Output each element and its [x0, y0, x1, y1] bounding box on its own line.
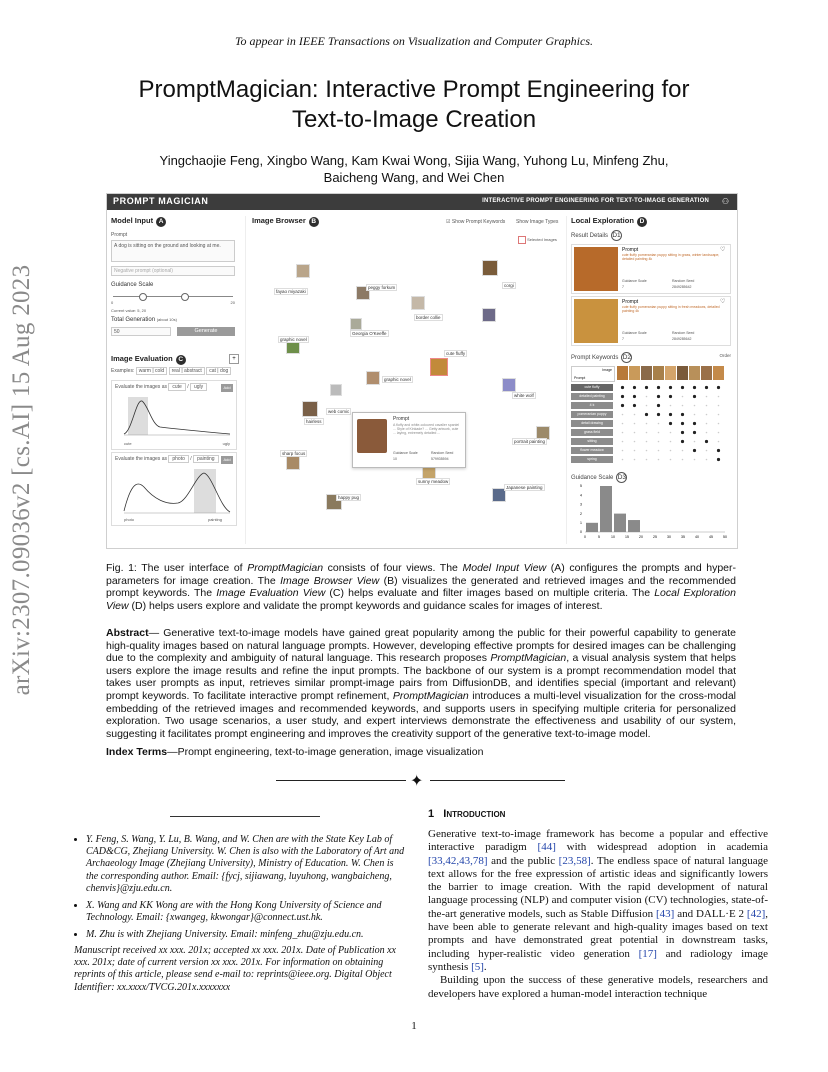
x-tick-label: 35: [681, 535, 685, 539]
matrix-corner: [571, 366, 615, 382]
footnote-item: • Y. Feng, S. Wang, Y. Lu, B. Wang, and W. Chen are with the State Key Lab of CAD&CG, Zhejiang University. W. Chen is also with the Laboratory of Art and Archaeology Image (Zhejiang University), Ministry of Education. W. Chen is the corresponding author. Email: {fycj, sijiawang, luyuhong, wangbaicheng, chenvis}@zju.edu.cn.: [86, 834, 408, 895]
x-tick-label: 0: [584, 535, 586, 539]
guidance-slider-handle-high[interactable]: [181, 293, 189, 301]
image-thumbnail[interactable]: [286, 342, 300, 354]
result-1-prompt-label: Prompt: [622, 247, 639, 253]
image-thumbnail[interactable]: [350, 318, 362, 330]
model-input-view: [111, 216, 239, 344]
generate-button[interactable]: Generate: [177, 327, 235, 336]
y-tick-label: 0: [580, 530, 582, 535]
citation-link[interactable]: [17]: [638, 947, 657, 960]
x-tick-label: 5: [598, 535, 600, 539]
matrix-dot: [694, 459, 696, 461]
image-evaluation-title: Image Evaluation C: [111, 354, 239, 365]
matrix-dot: [682, 459, 684, 461]
y-tick-label: 1: [580, 521, 582, 525]
intro-body: [428, 828, 768, 1001]
matrix-dot: [718, 423, 720, 425]
matrix-dot: [718, 396, 720, 398]
matrix-dot: [670, 405, 672, 407]
criterion-1-x-right: ugly: [222, 441, 230, 446]
show-keywords-toggle[interactable]: ☑ Show Prompt Keywords: [446, 219, 506, 225]
selected-images-legend: Selected Images: [518, 236, 557, 244]
tooltip-prompt-label: Prompt: [393, 416, 410, 422]
matrix-dot: [646, 396, 648, 398]
matrix-dot: [693, 449, 696, 452]
matrix-dot: [634, 441, 636, 443]
criterion-2-label: Evaluate the images as photo / painting: [115, 456, 219, 462]
matrix-dot: [634, 414, 636, 416]
matrix-dot: [669, 395, 672, 398]
keyword-label[interactable]: graphic novel: [280, 337, 307, 342]
y-tick-label: 5: [580, 484, 582, 489]
y-tick-label: 4: [580, 493, 582, 498]
footnote-item: • X. Wang and KK Wong are with the Hong Kong University of Science and Technology. Email: {xwangeg, kkwongar}@connect.ust.hk.: [86, 900, 408, 924]
arxiv-stamp-text: arXiv:2307.09036v2 [cs.AI] 15 Aug 2023: [8, 264, 35, 696]
matrix-dot: [717, 458, 720, 461]
example-chip[interactable]: cat | dog: [206, 367, 231, 375]
image-browser-view: [245, 216, 567, 544]
heart-icon[interactable]: ♡: [720, 247, 726, 253]
citation-link[interactable]: [5]: [471, 960, 484, 973]
result-details-label: Result Details D1: [571, 232, 621, 239]
matrix-dot: [634, 450, 636, 452]
matrix-dot: [693, 431, 696, 434]
keyword-label[interactable]: cute fluffy: [446, 351, 466, 356]
guidance-slider-handle-low[interactable]: [139, 293, 147, 301]
criterion-2-add-button[interactable]: Add: [221, 456, 233, 464]
keyword-row-label[interactable]: grass field: [571, 429, 613, 436]
keyword-row-label[interactable]: sitting: [571, 438, 613, 445]
page-number: 1: [411, 1020, 417, 1032]
order-toggle[interactable]: Order: [719, 353, 731, 358]
criterion-card-1: [111, 380, 237, 450]
image-evaluation-view: [111, 354, 239, 544]
matrix-dot: [645, 413, 648, 416]
keyword-row-label[interactable]: cute fluffy: [571, 384, 613, 391]
histogram-bar: [628, 520, 640, 532]
guidance-scale-label: Guidance Scale D3: [571, 474, 627, 481]
result-1-prompt-text: cute fluffy pomeranian puppy sitting in grass, winter landscape, detailed painting 4k: [622, 253, 720, 261]
separator-rule-left: [276, 780, 406, 781]
x-tick-label: 25: [653, 535, 657, 539]
result-2-seed-value: 2849285642: [672, 337, 692, 341]
author-footnotes: [70, 834, 408, 947]
figure-caption: Fig. 1: The user interface of PromptMagician consists of four views. The Model Input View (A) configures the prompts and hyper-parameters for image creation. The Image Browser View (B) visualizes the generated and retrieved images and the recommended prompt keywords. The Image Evaluation View (C) helps evaluate and filter images based on multiple criteria. The Local Exploration View (D) helps users explore and validate the prompt keywords and guidance scales for images of interest.: [106, 562, 737, 612]
y-tick-label: 3: [580, 502, 582, 507]
index-terms-label: Index Terms: [106, 746, 168, 758]
criterion-1-add-button[interactable]: Add: [221, 384, 233, 392]
matrix-dot: [622, 450, 624, 452]
matrix-dot: [705, 440, 708, 443]
footnote-rule: [170, 816, 320, 817]
keyword-label[interactable]: fayao miyazaki: [276, 289, 306, 294]
matrix-dot: [718, 414, 720, 416]
keyword-label[interactable]: peggy forkum: [368, 285, 396, 290]
result-1-gs-label: Guidance Scale: [622, 279, 647, 283]
histogram-bar: [614, 514, 626, 532]
matrix-dot: [706, 423, 708, 425]
matrix-dot: [706, 459, 708, 461]
criterion-2-x-right: painting: [207, 517, 222, 522]
matrix-dot: [633, 386, 636, 389]
y-tick-label: 2: [580, 511, 582, 516]
matrix-dot: [646, 459, 648, 461]
matrix-dot: [681, 386, 684, 389]
matrix-dot: [634, 423, 636, 425]
matrix-dot: [634, 459, 636, 461]
matrix-dot: [646, 423, 648, 425]
keyword-matrix: [571, 366, 729, 466]
keyword-label[interactable]: sunny meadow: [418, 479, 449, 484]
matrix-dot: [621, 404, 624, 407]
heart-icon[interactable]: ♡: [720, 299, 726, 305]
guidance-label: Guidance Scale: [111, 282, 154, 288]
matrix-dot: [658, 432, 660, 434]
keyword-row-label[interactable]: 4 k: [571, 402, 613, 409]
matrix-dot: [706, 396, 708, 398]
keyword-row-label[interactable]: spring: [571, 456, 613, 463]
matrix-dot: [682, 450, 684, 452]
matrix-dot: [718, 441, 720, 443]
intro-paragraph-1: Generative text-to-image framework has become a popular and effective interactive paradigm [44] with widespread adoption in academia [33,42,43,78] and the public [23,58]. The endless space of natural language text allows for the free expression of artistic ideas and significantly lowers the barrier to image creation. With the rapid development of natural language processing (NLP) and computer vision (CV) technologies, state-of-the-art generative models, such as Stable Diffusion [43] and DALL·E 2 [42], have been able to generate relevant and high-quality images based on text prompts and have demonstrated great potential in downstream tasks, including hyper-realistic video generation [17] and radiology image synthesis [5].: [428, 828, 768, 973]
model-input-title: Model Input A: [111, 216, 239, 227]
result-card-2[interactable]: [571, 296, 731, 346]
result-1-gs-value: 7: [622, 285, 624, 289]
matrix-dot: [682, 396, 684, 398]
abstract-label: Abstract: [106, 627, 149, 639]
x-tick-label: 20: [639, 535, 643, 539]
matrix-dot: [706, 414, 708, 416]
paper-title: [100, 75, 728, 135]
keyword-label[interactable]: hairless: [306, 419, 322, 424]
keyword-label[interactable]: corgi: [504, 283, 514, 288]
guidance-max: 20: [230, 300, 235, 305]
prompt-keywords-label: Prompt Keywords D2: [571, 354, 632, 361]
image-thumbnail[interactable]: [411, 296, 425, 310]
matrix-dot: [693, 386, 696, 389]
prompt-input[interactable]: A dog is sitting on the ground and looking at me.: [111, 240, 235, 262]
matrix-image-column[interactable]: [677, 366, 688, 380]
guidance-min: 0: [111, 300, 114, 305]
matrix-dot: [646, 432, 648, 434]
result-2-prompt-text: cute fluffy pomeranian puppy sitting in fresh meadows, detailed painting 4k: [622, 305, 720, 313]
journal-note: To appear in IEEE Transactions on Visualization and Computer Graphics.: [234, 34, 594, 48]
image-thumbnail[interactable]: [482, 260, 498, 276]
matrix-dot: [694, 441, 696, 443]
matrix-dot: [645, 386, 648, 389]
matrix-dot: [657, 404, 660, 407]
examples-row: Examples: warm | cold real | abstract cat | dog: [111, 368, 231, 374]
total-generation-input[interactable]: 50: [111, 327, 171, 336]
abstract: Abstract— Generative text-to-image models have gained great popularity among the public for their powerful capability to generate high-quality images based on natural language prompts. However, developing effective prompts for desired images can be challenging due to the complexity and ambiguity of natural language. This research proposes PromptMagician, a visual analysis system that helps users explore the image results and refine the input prompts. The backbone of our system is a prompt recommendation model that takes user prompts as input, retrieves similar prompt-image pairs from DiffusionDB, and identifies special (important and relevant) prompt keywords. To facilitate interactive prompt refinement, PromptMagician introduces a multi-level visualization for the cross-modal embedding of the retrieved images and recommended keywords, and supports users in specifying multiple criteria for personalized exploration. Two usage scenarios, a user study, and expert interviews demonstrate the effectiveness and usability of our system, suggesting it facilitates prompt engineering and improves the creativity support of the generative text-to-image model.: [106, 627, 736, 740]
keyword-label[interactable]: Japanese painting: [506, 485, 543, 490]
matrix-dot: [622, 423, 624, 425]
manuscript-note: Manuscript received xx xxx. 201x; accepted xx xxx. 201x. Date of Publication xx xxx. 201x; date of current version xx xxx. 201x. For information on obtaining reprints of this article, please send e-mail to: reprints@ieee.org. Digital Object Identifier: xx.xxxx/TVCG.201x.xxxxxxx: [74, 945, 396, 993]
example-chip[interactable]: real | abstract: [169, 367, 205, 375]
title-line-2: Text-to-Image Creation: [291, 106, 537, 133]
figure-app-header: [107, 194, 737, 210]
separator-rule-right: [430, 780, 565, 781]
tooltip-seed-label: Random Seed: [431, 451, 454, 455]
matrix-header-image: Image: [602, 368, 612, 372]
image-tooltip: [352, 412, 466, 468]
matrix-dot: [681, 413, 684, 416]
result-card-1[interactable]: [571, 244, 731, 294]
app-brand: PROMPT MAGICIAN: [113, 196, 209, 206]
matrix-dot: [658, 423, 660, 425]
x-tick-label: 15: [625, 535, 629, 539]
prompt-label: Prompt: [111, 232, 128, 238]
matrix-dot: [718, 432, 720, 434]
matrix-dot: [670, 459, 672, 461]
image-thumbnail[interactable]: [286, 456, 300, 470]
result-2-seed-label: Random Seed: [672, 331, 695, 335]
keyword-label[interactable]: web comic: [328, 409, 350, 414]
matrix-image-column[interactable]: [629, 366, 640, 380]
show-types-toggle[interactable]: Show Image Types: [516, 219, 559, 225]
total-generation-label: Total Generation (about 10s): [111, 317, 177, 323]
histogram-bar: [586, 523, 598, 532]
keyword-label[interactable]: white wolf: [514, 393, 534, 398]
matrix-dot: [669, 422, 672, 425]
image-thumbnail[interactable]: [296, 264, 310, 278]
result-1-seed-value: 2849285642: [672, 285, 692, 289]
x-tick-label: 50: [723, 535, 727, 539]
matrix-dot: [717, 449, 720, 452]
citation-link[interactable]: [42]: [746, 907, 766, 920]
criterion-2-x-left: photo: [124, 517, 135, 522]
matrix-dot: [706, 450, 708, 452]
index-terms: Index Terms—Prompt engineering, text-to-image generation, image visualization: [106, 746, 484, 758]
matrix-dot: [706, 432, 708, 434]
matrix-dot: [681, 422, 684, 425]
criterion-card-2: [111, 452, 237, 526]
separator-star-icon: ✦: [410, 773, 424, 790]
matrix-dot: [634, 432, 636, 434]
matrix-dot: [706, 405, 708, 407]
keyword-row-label[interactable]: detailed painting: [571, 393, 613, 400]
keyword-row-label[interactable]: detail drawing: [571, 420, 613, 427]
criterion-1-x-left: cute: [124, 441, 132, 446]
matrix-dot: [657, 413, 660, 416]
matrix-dot: [646, 405, 648, 407]
matrix-dot: [693, 422, 696, 425]
matrix-image-column[interactable]: [689, 366, 700, 380]
example-chip[interactable]: warm | cold: [136, 367, 167, 375]
matrix-dot: [622, 414, 624, 416]
matrix-dot: [646, 450, 648, 452]
authors-line-1: Yingchaojie Feng, Xingbo Wang, Kam Kwai Wong, Sijia Wang, Yuhong Lu, Minfeng Zhu,: [159, 153, 669, 168]
teaser-figure: [106, 193, 738, 549]
matrix-dot: [670, 441, 672, 443]
matrix-dot: [694, 405, 696, 407]
matrix-dot: [681, 431, 684, 434]
keyword-row-label[interactable]: pomeranian puppy: [571, 411, 613, 418]
image-thumbnail[interactable]: [482, 308, 496, 322]
matrix-image-column[interactable]: [713, 366, 724, 380]
negative-prompt-input[interactable]: Negative prompt (optional): [111, 266, 235, 276]
matrix-dot: [621, 395, 624, 398]
x-tick-label: 45: [709, 535, 713, 539]
criterion-1-distribution[interactable]: [116, 395, 232, 443]
author-list: [100, 152, 728, 186]
histogram-bar: [600, 486, 612, 532]
matrix-image-column[interactable]: [617, 366, 628, 380]
matrix-dot: [658, 441, 660, 443]
local-exploration-view: [571, 216, 733, 544]
matrix-dot: [681, 440, 684, 443]
matrix-dot: [717, 386, 720, 389]
matrix-dot: [633, 395, 636, 398]
result-image-1: [574, 247, 618, 291]
matrix-image-column[interactable]: [653, 366, 664, 380]
citation-link[interactable]: [23,58]: [558, 854, 591, 867]
tooltip-gs-label: Guidance Scale: [393, 451, 418, 455]
intro-paragraph-2: Building upon the success of these generative models, researchers and developers have explored a human-model interaction technique: [428, 974, 768, 1000]
x-tick-label: 10: [611, 535, 615, 539]
matrix-image-column[interactable]: [665, 366, 676, 380]
section-heading: 1 Introduction: [428, 808, 506, 820]
app-subtitle: INTERACTIVE PROMPT ENGINEERING FOR TEXT-TO-IMAGE GENERATION: [482, 198, 709, 204]
image-thumbnail-selected[interactable]: [430, 358, 448, 376]
matrix-dot: [657, 395, 660, 398]
result-2-gs-value: 7: [622, 337, 624, 341]
matrix-header-prompt: Prompt: [574, 376, 586, 380]
tooltip-seed-value: 579935594: [431, 457, 449, 461]
matrix-dot: [669, 413, 672, 416]
tooltip-dog-image: [357, 419, 387, 453]
matrix-dot: [622, 459, 624, 461]
tooltip-prompt-text: A fluffy and white-coloured cavalier spaniel ... Style of Kinkade? ... Getty artwork, cute ... laying, extremely detailed ...: [393, 423, 460, 435]
tooltip-gs-value: 10: [393, 457, 397, 461]
matrix-dot: [658, 459, 660, 461]
current-value: Current value: 5, 20: [111, 308, 147, 313]
matrix-dot: [670, 432, 672, 434]
result-image-2: [574, 299, 618, 343]
matrix-dots: [617, 384, 729, 466]
title-line-1: PromptMagician: Interactive Prompt Engineering for: [138, 76, 690, 103]
authors-line-2: Baicheng Wang, and Wei Chen: [323, 170, 505, 185]
user-icon[interactable]: ⚇: [721, 197, 729, 206]
local-exploration-title: Local Exploration D: [571, 216, 733, 227]
matrix-dot: [622, 441, 624, 443]
image-thumbnail[interactable]: [330, 384, 342, 396]
matrix-dot: [718, 405, 720, 407]
image-thumbnail[interactable]: [366, 371, 380, 385]
matrix-dot: [694, 414, 696, 416]
result-1-seed-label: Random Seed: [672, 279, 695, 283]
x-tick-label: 40: [695, 535, 699, 539]
matrix-image-column[interactable]: [701, 366, 712, 380]
matrix-dot: [658, 450, 660, 452]
guidance-scale-histogram[interactable]: [571, 482, 731, 544]
keyword-label[interactable]: happy pug: [338, 495, 360, 500]
result-2-gs-label: Guidance Scale: [622, 331, 647, 335]
matrix-dot: [705, 386, 708, 389]
matrix-dot: [682, 405, 684, 407]
keyword-row-label[interactable]: flower meadow: [571, 447, 613, 454]
footnote-item: • M. Zhu is with Zhejiang University. Email: minfeng_zhu@zju.edu.cn.: [86, 929, 408, 941]
image-thumbnail[interactable]: [302, 401, 318, 417]
x-tick-label: 30: [667, 535, 671, 539]
add-criterion-icon[interactable]: +: [229, 354, 239, 364]
matrix-image-column[interactable]: [641, 366, 652, 380]
matrix-dot: [622, 432, 624, 434]
result-2-prompt-label: Prompt: [622, 299, 639, 305]
citation-link[interactable]: [44]: [537, 841, 556, 854]
keyword-label[interactable]: border collie: [416, 315, 441, 320]
guidance-slider-track[interactable]: [113, 296, 233, 297]
criterion-1-label: Evaluate the images as cute / ugly: [115, 384, 207, 390]
matrix-dot: [646, 441, 648, 443]
matrix-dot: [670, 450, 672, 452]
matrix-dot: [633, 404, 636, 407]
matrix-dot: [621, 386, 624, 389]
image-browser-title: Image Browser B: [252, 216, 319, 227]
keyword-label[interactable]: sharp focus: [282, 451, 306, 456]
criterion-2-distribution[interactable]: [116, 467, 232, 517]
matrix-dot: [669, 386, 672, 389]
citation-link[interactable]: [43]: [655, 907, 675, 920]
citation-link[interactable]: [33,42,43,78]: [428, 854, 488, 867]
image-thumbnail[interactable]: [502, 378, 516, 392]
matrix-dot: [693, 395, 696, 398]
matrix-dot: [657, 386, 660, 389]
keyword-label[interactable]: portrait painting: [514, 439, 546, 444]
keyword-label[interactable]: graphic novel: [384, 377, 411, 382]
keyword-label[interactable]: Georgia O'Keeffe: [352, 331, 387, 336]
